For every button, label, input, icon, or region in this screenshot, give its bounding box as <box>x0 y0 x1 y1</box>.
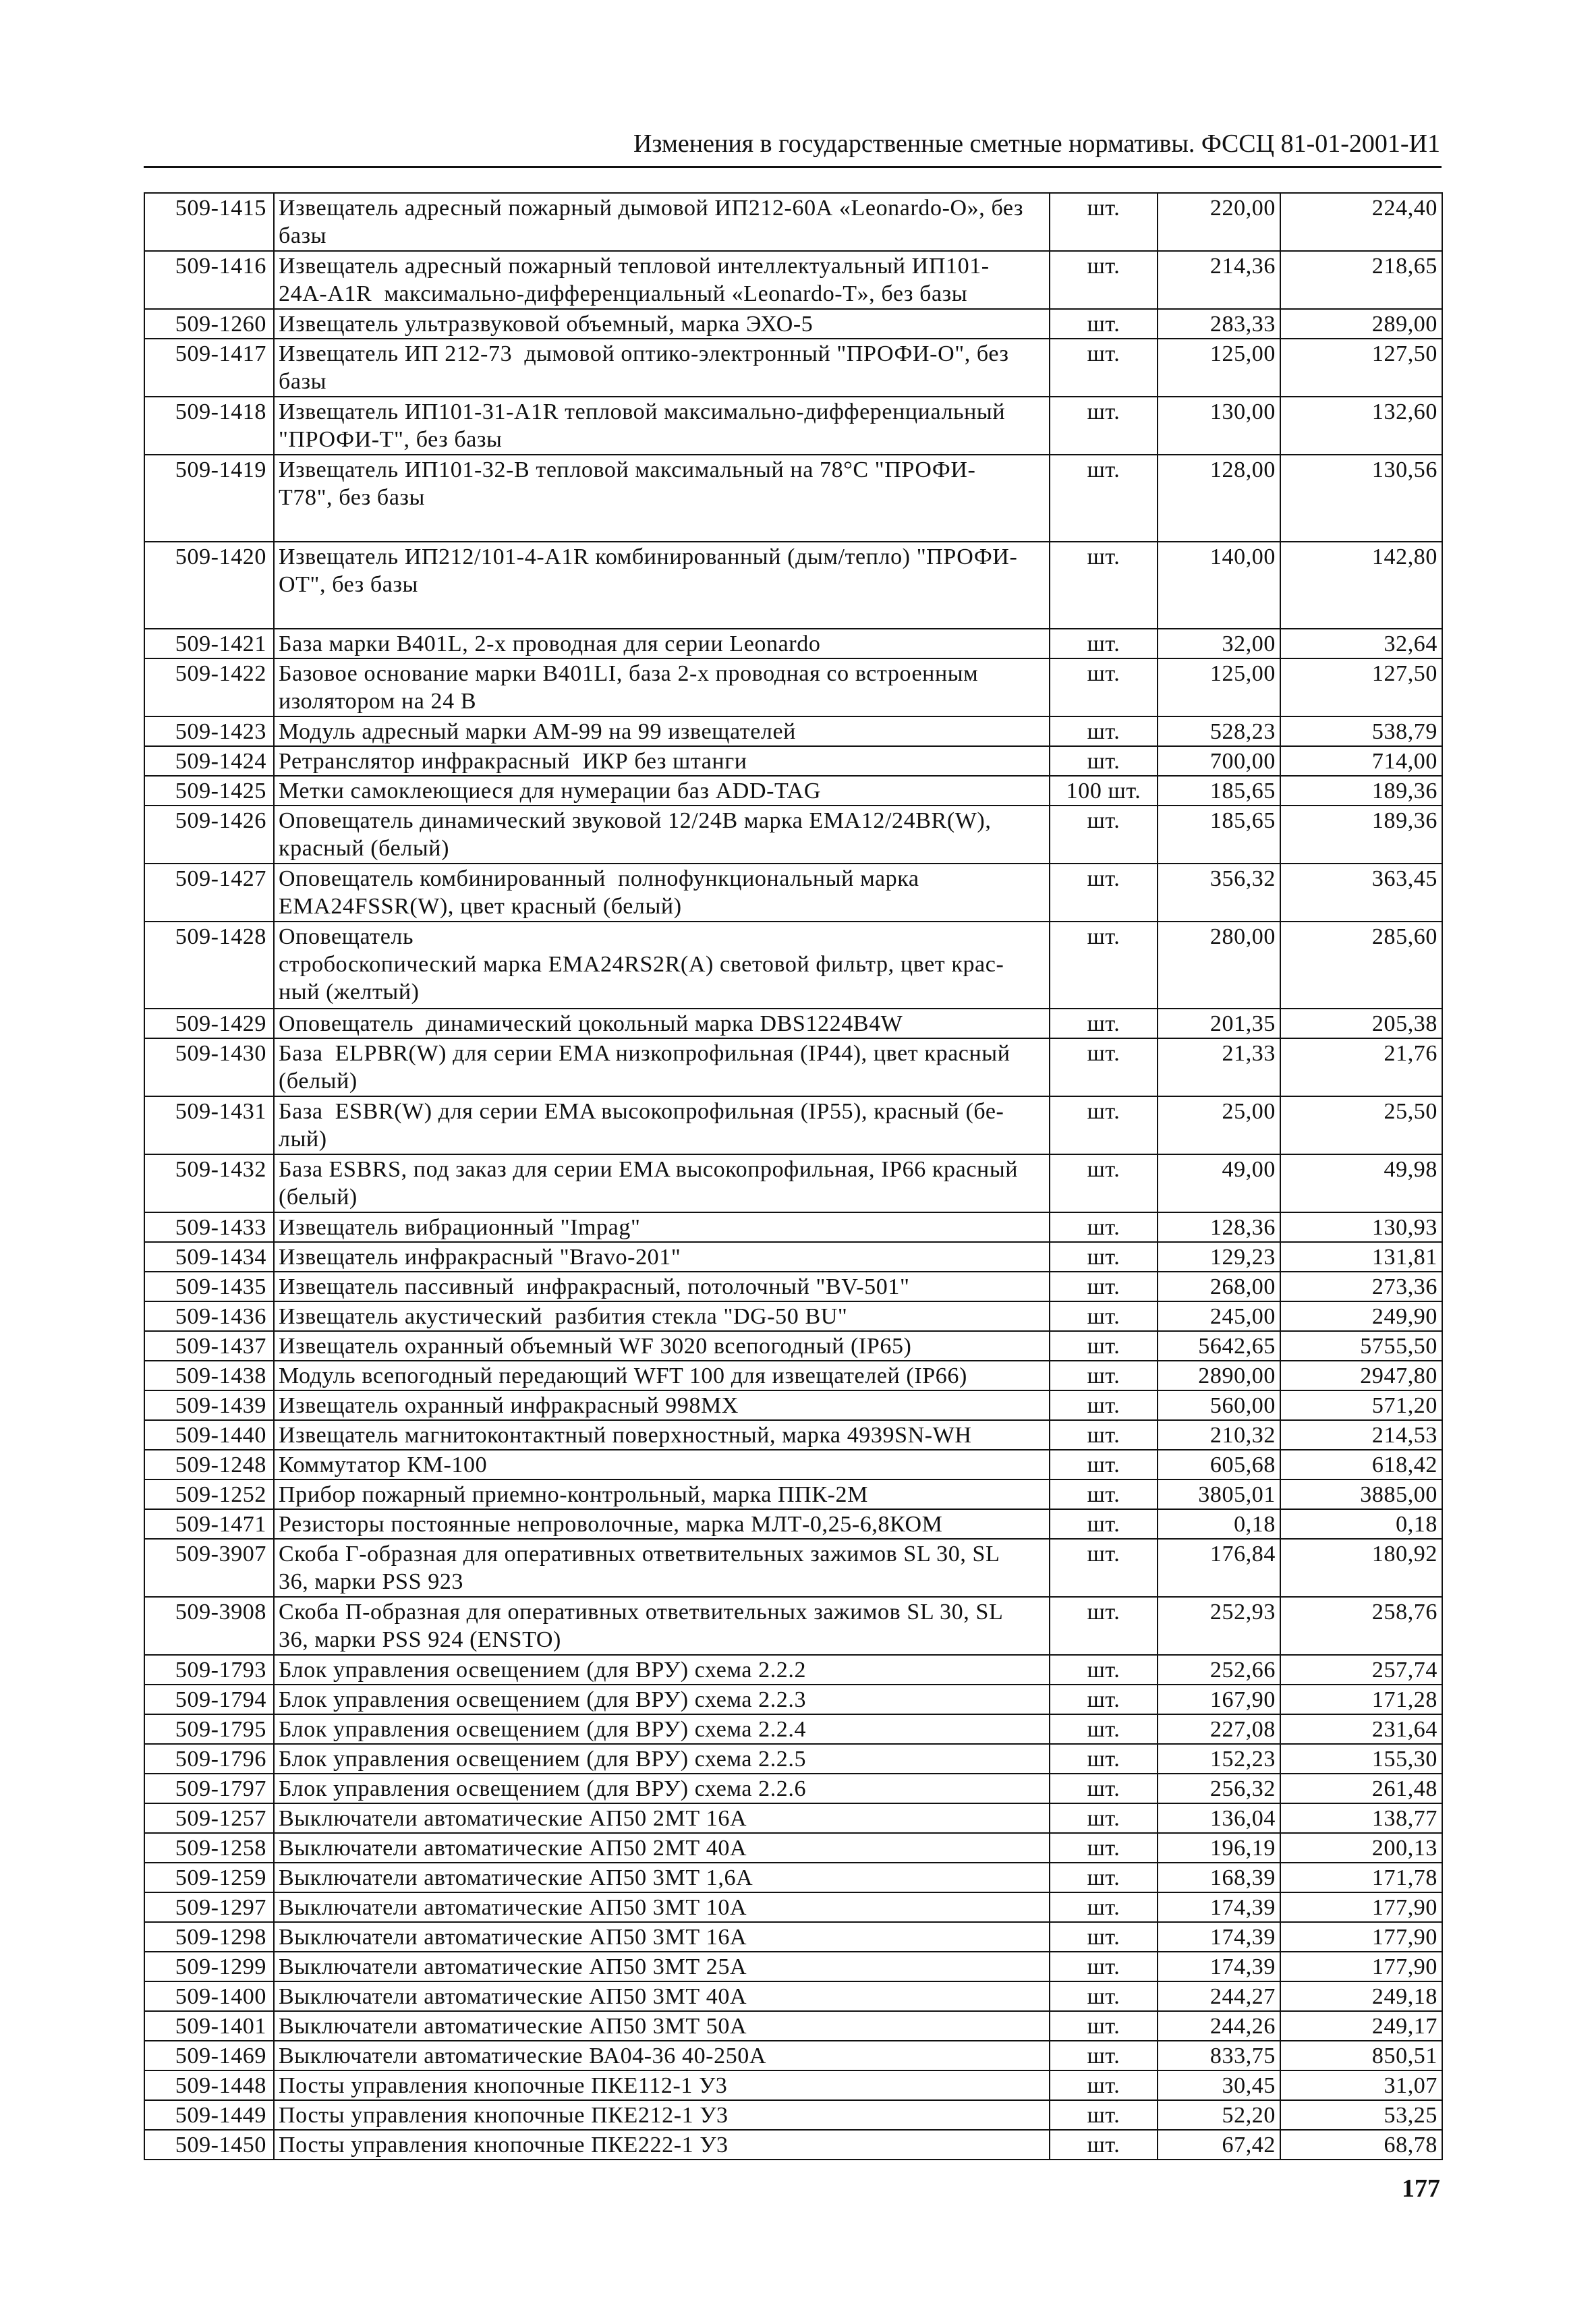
item-price-old: 700,00 <box>1158 746 1280 776</box>
table-row <box>144 251 1442 309</box>
item-unit: шт. <box>1050 716 1158 746</box>
item-price-new: 31,07 <box>1280 2070 1442 2100</box>
table-row <box>144 922 1442 1009</box>
item-unit: шт. <box>1050 1714 1158 1744</box>
item-unit: шт. <box>1050 658 1158 716</box>
item-price-new: 142,80 <box>1280 542 1442 629</box>
item-price-old: 176,84 <box>1158 1539 1280 1597</box>
item-price-old: 52,20 <box>1158 2100 1280 2130</box>
table-row <box>144 864 1442 922</box>
item-name: Ретранслятор инфракрасный ИКР без штанги <box>274 746 1050 776</box>
item-unit: шт. <box>1050 2011 1158 2041</box>
item-code: 509-1795 <box>144 1714 274 1744</box>
item-price-old: 49,00 <box>1158 1154 1280 1212</box>
item-code: 509-1435 <box>144 1272 274 1301</box>
item-price-old: 32,00 <box>1158 629 1280 658</box>
item-unit: шт. <box>1050 1981 1158 2011</box>
item-unit: шт. <box>1050 1479 1158 1509</box>
item-code: 509-1259 <box>144 1863 274 1892</box>
table-row <box>144 1655 1442 1685</box>
item-unit: 100 шт. <box>1050 776 1158 806</box>
item-name: Извещатель адресный пожарный дымовой ИП212-60А «Leonardo-O», без базы <box>274 193 1050 251</box>
item-unit: шт. <box>1050 2041 1158 2070</box>
table-row <box>144 1009 1442 1038</box>
item-price-old: 244,27 <box>1158 1981 1280 2011</box>
item-code: 509-1793 <box>144 1655 274 1685</box>
item-unit: шт. <box>1050 1892 1158 1922</box>
item-price-old: 256,32 <box>1158 1774 1280 1803</box>
table-row <box>144 1038 1442 1096</box>
item-unit: шт. <box>1050 309 1158 339</box>
item-unit: шт. <box>1050 1450 1158 1479</box>
item-price-old: 67,42 <box>1158 2130 1280 2160</box>
item-name: Выключатели автоматические АП50 3МТ 40А <box>274 1981 1050 2011</box>
item-code: 509-1796 <box>144 1744 274 1774</box>
item-price-new: 189,36 <box>1280 806 1442 864</box>
table-row <box>144 2100 1442 2130</box>
item-price-new: 5755,50 <box>1280 1331 1442 1361</box>
table-row <box>144 1390 1442 1420</box>
item-price-old: 0,18 <box>1158 1509 1280 1539</box>
item-code: 509-1423 <box>144 716 274 746</box>
table-row <box>144 1744 1442 1774</box>
table-row <box>144 309 1442 339</box>
price-table <box>144 192 1443 2160</box>
table-row <box>144 746 1442 776</box>
item-price-new: 205,38 <box>1280 1009 1442 1038</box>
item-name: Модуль всепогодный передающий WFT 100 для извещателей (IP66) <box>274 1361 1050 1390</box>
item-price-new: 285,60 <box>1280 922 1442 1009</box>
table-row <box>144 193 1442 251</box>
table-row <box>144 1420 1442 1450</box>
item-name: База ESBR(W) для серии EMA высокопрофильная (IP55), красный (бе- лый) <box>274 1096 1050 1154</box>
item-code: 509-1436 <box>144 1301 274 1331</box>
item-code: 509-1428 <box>144 922 274 1009</box>
item-code: 509-1421 <box>144 629 274 658</box>
item-code: 509-1422 <box>144 658 274 716</box>
item-name: Посты управления кнопочные ПКЕ212-1 У3 <box>274 2100 1050 2130</box>
item-price-old: 30,45 <box>1158 2070 1280 2100</box>
item-code: 509-3908 <box>144 1597 274 1655</box>
item-price-old: 174,39 <box>1158 1922 1280 1952</box>
item-unit: шт. <box>1050 806 1158 864</box>
item-price-new: 68,78 <box>1280 2130 1442 2160</box>
item-price-new: 273,36 <box>1280 1272 1442 1301</box>
table-row <box>144 1833 1442 1863</box>
item-name: Выключатели автоматические АП50 2МТ 40А <box>274 1833 1050 1863</box>
item-price-new: 714,00 <box>1280 746 1442 776</box>
item-unit: шт. <box>1050 629 1158 658</box>
item-name: Блок управления освещением (для ВРУ) схема 2.2.4 <box>274 1714 1050 1744</box>
item-unit: шт. <box>1050 1154 1158 1212</box>
item-name: Посты управления кнопочные ПКЕ222-1 У3 <box>274 2130 1050 2160</box>
item-price-new: 2947,80 <box>1280 1361 1442 1390</box>
item-unit: шт. <box>1050 1390 1158 1420</box>
item-price-new: 155,30 <box>1280 1744 1442 1774</box>
item-code: 509-1417 <box>144 339 274 397</box>
item-unit: шт. <box>1050 1361 1158 1390</box>
item-code: 509-1427 <box>144 864 274 922</box>
item-name: Скоба П-образная для оперативных ответвительных зажимов SL 30, SL 36, марки PSS 924 (ENSTO) <box>274 1597 1050 1655</box>
table-row <box>144 658 1442 716</box>
item-unit: шт. <box>1050 1774 1158 1803</box>
item-price-new: 214,53 <box>1280 1420 1442 1450</box>
item-price-old: 245,00 <box>1158 1301 1280 1331</box>
item-name: Извещатель ИП 212-73 дымовой оптико-электронный "ПРОФИ-О", без базы <box>274 339 1050 397</box>
item-name: База марки В401L, 2-х проводная для серии Leonardo <box>274 629 1050 658</box>
item-price-new: 218,65 <box>1280 251 1442 309</box>
table-row <box>144 1774 1442 1803</box>
table-row <box>144 1331 1442 1361</box>
item-code: 509-1797 <box>144 1774 274 1803</box>
table-row <box>144 397 1442 455</box>
item-price-new: 25,50 <box>1280 1096 1442 1154</box>
item-unit: шт. <box>1050 251 1158 309</box>
item-name: Выключатели автоматические ВА04-36 40-250А <box>274 2041 1050 2070</box>
item-price-new: 138,77 <box>1280 1803 1442 1833</box>
price-table-body <box>144 193 1442 2160</box>
item-price-old: 3805,01 <box>1158 1479 1280 1509</box>
item-code: 509-1439 <box>144 1390 274 1420</box>
item-code: 509-1430 <box>144 1038 274 1096</box>
item-name: Выключатели автоматические АП50 3МТ 16А <box>274 1922 1050 1952</box>
item-price-old: 210,32 <box>1158 1420 1280 1450</box>
item-code: 509-1448 <box>144 2070 274 2100</box>
item-unit: шт. <box>1050 542 1158 629</box>
table-row <box>144 1952 1442 1981</box>
item-unit: шт. <box>1050 2130 1158 2160</box>
table-row <box>144 1154 1442 1212</box>
item-code: 509-1248 <box>144 1450 274 1479</box>
item-unit: шт. <box>1050 1420 1158 1450</box>
item-price-new: 171,28 <box>1280 1685 1442 1714</box>
item-price-old: 214,36 <box>1158 251 1280 309</box>
item-unit: шт. <box>1050 1952 1158 1981</box>
item-unit: шт. <box>1050 1803 1158 1833</box>
item-price-old: 185,65 <box>1158 806 1280 864</box>
item-price-new: 257,74 <box>1280 1655 1442 1685</box>
table-row <box>144 716 1442 746</box>
item-name: Извещатель адресный пожарный тепловой интеллектуальный ИП101- 24А-А1R максимально-дифференциальный «Leonardo-T», без базы <box>274 251 1050 309</box>
item-price-new: 171,78 <box>1280 1863 1442 1892</box>
item-price-old: 201,35 <box>1158 1009 1280 1038</box>
item-price-old: 140,00 <box>1158 542 1280 629</box>
table-row <box>144 806 1442 864</box>
item-price-new: 571,20 <box>1280 1390 1442 1420</box>
item-name: Извещатель ИП101-31-А1R тепловой максимально-дифференциальный "ПРОФИ-Т", без базы <box>274 397 1050 455</box>
item-price-new: 249,90 <box>1280 1301 1442 1331</box>
item-price-new: 850,51 <box>1280 2041 1442 2070</box>
table-row <box>144 1509 1442 1539</box>
item-code: 509-1471 <box>144 1509 274 1539</box>
item-name: Блок управления освещением (для ВРУ) схема 2.2.5 <box>274 1744 1050 1774</box>
item-unit: шт. <box>1050 1272 1158 1301</box>
item-price-new: 131,81 <box>1280 1242 1442 1272</box>
item-unit: шт. <box>1050 339 1158 397</box>
item-price-old: 167,90 <box>1158 1685 1280 1714</box>
item-name: Выключатели автоматические АП50 3МТ 10А <box>274 1892 1050 1922</box>
table-row <box>144 339 1442 397</box>
item-unit: шт. <box>1050 1655 1158 1685</box>
item-unit: шт. <box>1050 1922 1158 1952</box>
item-code: 509-1400 <box>144 1981 274 2011</box>
item-name: Базовое основание марки В401LI, база 2-х проводная со встроенным изолятором на 24 В <box>274 658 1050 716</box>
item-price-old: 560,00 <box>1158 1390 1280 1420</box>
item-name: Извещатель ИП212/101-4-А1R комбинированный (дым/тепло) "ПРОФИ- ОТ", без базы <box>274 542 1050 629</box>
item-price-old: 185,65 <box>1158 776 1280 806</box>
item-unit: шт. <box>1050 1009 1158 1038</box>
item-unit: шт. <box>1050 864 1158 922</box>
item-price-new: 177,90 <box>1280 1922 1442 1952</box>
item-price-old: 136,04 <box>1158 1803 1280 1833</box>
item-unit: шт. <box>1050 2070 1158 2100</box>
item-code: 509-1299 <box>144 1952 274 1981</box>
item-name: Оповещатель комбинированный полнофункциональный марка EMA24FSSR(W), цвет красный (белый) <box>274 864 1050 922</box>
table-row <box>144 2041 1442 2070</box>
item-name: Метки самоклеющиеся для нумерации баз ADD-TAG <box>274 776 1050 806</box>
item-name: Оповещатель динамический цокольный марка DBS1224B4W <box>274 1009 1050 1038</box>
table-row <box>144 1272 1442 1301</box>
item-name: Блок управления освещением (для ВРУ) схема 2.2.2 <box>274 1655 1050 1685</box>
item-name: Извещатель вибрационный "Impag" <box>274 1212 1050 1242</box>
item-code: 509-1420 <box>144 542 274 629</box>
item-unit: шт. <box>1050 1242 1158 1272</box>
item-price-new: 249,17 <box>1280 2011 1442 2041</box>
item-price-new: 21,76 <box>1280 1038 1442 1096</box>
item-price-new: 231,64 <box>1280 1714 1442 1744</box>
item-price-new: 177,90 <box>1280 1952 1442 1981</box>
item-price-old: 268,00 <box>1158 1272 1280 1301</box>
item-price-old: 227,08 <box>1158 1714 1280 1744</box>
item-name: Выключатели автоматические АП50 3МТ 50А <box>274 2011 1050 2041</box>
item-code: 509-1794 <box>144 1685 274 1714</box>
page-number: 177 <box>1402 2174 1440 2203</box>
item-unit: шт. <box>1050 922 1158 1009</box>
item-code: 509-1401 <box>144 2011 274 2041</box>
item-price-old: 21,33 <box>1158 1038 1280 1096</box>
item-unit: шт. <box>1050 1539 1158 1597</box>
item-price-new: 127,50 <box>1280 339 1442 397</box>
item-code: 509-1419 <box>144 455 274 542</box>
item-code: 509-1438 <box>144 1361 274 1390</box>
item-code: 509-1260 <box>144 309 274 339</box>
item-price-old: 833,75 <box>1158 2041 1280 2070</box>
item-unit: шт. <box>1050 1212 1158 1242</box>
item-name: Выключатели автоматические АП50 3МТ 1,6А <box>274 1863 1050 1892</box>
item-code: 509-1418 <box>144 397 274 455</box>
item-name: Оповещатель стробоскопический марка EMA24RS2R(A) световой фильтр, цвет крас- ный (желтый) <box>274 922 1050 1009</box>
item-name: Оповещатель динамический звуковой 12/24В марка EMA12/24BR(W), красный (белый) <box>274 806 1050 864</box>
item-price-old: 280,00 <box>1158 922 1280 1009</box>
item-price-old: 152,23 <box>1158 1744 1280 1774</box>
item-price-old: 25,00 <box>1158 1096 1280 1154</box>
table-row <box>144 1212 1442 1242</box>
table-row <box>144 1803 1442 1833</box>
item-unit: шт. <box>1050 1685 1158 1714</box>
item-code: 509-1416 <box>144 251 274 309</box>
item-code: 509-1429 <box>144 1009 274 1038</box>
item-name: Извещатель акустический разбития стекла "DG-50 BU" <box>274 1301 1050 1331</box>
item-code: 509-1297 <box>144 1892 274 1922</box>
item-code: 509-1426 <box>144 806 274 864</box>
item-name: Скоба Г-образная для оперативных ответвительных зажимов SL 30, SL 36, марки PSS 923 <box>274 1539 1050 1597</box>
item-name: Блок управления освещением (для ВРУ) схема 2.2.6 <box>274 1774 1050 1803</box>
table-row <box>144 1714 1442 1744</box>
item-code: 509-1298 <box>144 1922 274 1952</box>
item-price-new: 180,92 <box>1280 1539 1442 1597</box>
item-name: Резисторы постоянные непроволочные, марка МЛТ-0,25-6,8КОМ <box>274 1509 1050 1539</box>
item-name: Извещатель охранный инфракрасный 998MX <box>274 1390 1050 1420</box>
item-price-old: 5642,65 <box>1158 1331 1280 1361</box>
item-price-old: 356,32 <box>1158 864 1280 922</box>
item-code: 509-1425 <box>144 776 274 806</box>
item-price-new: 132,60 <box>1280 397 1442 455</box>
table-row <box>144 629 1442 658</box>
item-price-old: 244,26 <box>1158 2011 1280 2041</box>
item-price-old: 129,23 <box>1158 1242 1280 1272</box>
item-code: 509-1252 <box>144 1479 274 1509</box>
item-name: Прибор пожарный приемно-контрольный, марка ППК-2М <box>274 1479 1050 1509</box>
item-price-new: 249,18 <box>1280 1981 1442 2011</box>
table-row <box>144 1361 1442 1390</box>
table-row <box>144 1597 1442 1655</box>
item-price-new: 3885,00 <box>1280 1479 1442 1509</box>
table-row <box>144 2130 1442 2160</box>
item-code: 509-1450 <box>144 2130 274 2160</box>
item-name: Извещатель ультразвуковой объемный, марка ЭХО-5 <box>274 309 1050 339</box>
item-price-old: 174,39 <box>1158 1892 1280 1922</box>
item-price-new: 224,40 <box>1280 193 1442 251</box>
table-row <box>144 455 1442 542</box>
item-price-new: 261,48 <box>1280 1774 1442 1803</box>
table-row <box>144 2011 1442 2041</box>
item-code: 509-1433 <box>144 1212 274 1242</box>
item-price-new: 127,50 <box>1280 658 1442 716</box>
item-code: 509-1437 <box>144 1331 274 1361</box>
item-name: Извещатель пассивный инфракрасный, потолочный "BV-501" <box>274 1272 1050 1301</box>
item-unit: шт. <box>1050 1833 1158 1863</box>
item-unit: шт. <box>1050 1301 1158 1331</box>
item-unit: шт. <box>1050 746 1158 776</box>
item-unit: шт. <box>1050 397 1158 455</box>
item-unit: шт. <box>1050 455 1158 542</box>
item-unit: шт. <box>1050 1863 1158 1892</box>
item-name: Блок управления освещением (для ВРУ) схема 2.2.3 <box>274 1685 1050 1714</box>
item-code: 509-1432 <box>144 1154 274 1212</box>
item-unit: шт. <box>1050 1096 1158 1154</box>
table-row <box>144 1301 1442 1331</box>
item-name: Выключатели автоматические АП50 3МТ 25А <box>274 1952 1050 1981</box>
item-code: 509-1257 <box>144 1803 274 1833</box>
item-code: 509-1469 <box>144 2041 274 2070</box>
item-name: База ELPBR(W) для серии EMA низкопрофильная (IP44), цвет красный (белый) <box>274 1038 1050 1096</box>
item-price-old: 528,23 <box>1158 716 1280 746</box>
item-price-old: 130,00 <box>1158 397 1280 455</box>
item-code: 509-1431 <box>144 1096 274 1154</box>
item-price-new: 258,76 <box>1280 1597 1442 1655</box>
table-row <box>144 2070 1442 2100</box>
item-price-old: 196,19 <box>1158 1833 1280 1863</box>
item-price-old: 2890,00 <box>1158 1361 1280 1390</box>
item-code: 509-3907 <box>144 1539 274 1597</box>
item-price-old: 125,00 <box>1158 339 1280 397</box>
item-price-new: 200,13 <box>1280 1833 1442 1863</box>
item-price-old: 125,00 <box>1158 658 1280 716</box>
item-price-new: 49,98 <box>1280 1154 1442 1212</box>
table-row <box>144 1863 1442 1892</box>
item-price-old: 252,66 <box>1158 1655 1280 1685</box>
item-price-new: 289,00 <box>1280 309 1442 339</box>
item-price-old: 128,00 <box>1158 455 1280 542</box>
item-name: Извещатель инфракрасный "Bravo-201" <box>274 1242 1050 1272</box>
item-price-new: 189,36 <box>1280 776 1442 806</box>
table-row <box>144 1242 1442 1272</box>
table-row <box>144 1539 1442 1597</box>
table-row <box>144 1922 1442 1952</box>
item-name: Извещатель охранный объемный WF 3020 всепогодный (IP65) <box>274 1331 1050 1361</box>
item-price-old: 174,39 <box>1158 1952 1280 1981</box>
item-name: Посты управления кнопочные ПКЕ112-1 У3 <box>274 2070 1050 2100</box>
item-unit: шт. <box>1050 193 1158 251</box>
item-name: Извещатель магнитоконтактный поверхностный, марка 4939SN-WH <box>274 1420 1050 1450</box>
item-code: 509-1434 <box>144 1242 274 1272</box>
item-unit: шт. <box>1050 1509 1158 1539</box>
item-code: 509-1415 <box>144 193 274 251</box>
item-price-new: 363,45 <box>1280 864 1442 922</box>
table-row <box>144 542 1442 629</box>
item-price-new: 130,93 <box>1280 1212 1442 1242</box>
item-unit: шт. <box>1050 1038 1158 1096</box>
table-row <box>144 1981 1442 2011</box>
item-price-new: 538,79 <box>1280 716 1442 746</box>
item-price-old: 168,39 <box>1158 1863 1280 1892</box>
item-price-new: 618,42 <box>1280 1450 1442 1479</box>
item-name: Выключатели автоматические АП50 2МТ 16А <box>274 1803 1050 1833</box>
item-price-new: 177,90 <box>1280 1892 1442 1922</box>
table-row <box>144 1685 1442 1714</box>
item-code: 509-1449 <box>144 2100 274 2130</box>
item-price-old: 220,00 <box>1158 193 1280 251</box>
item-price-new: 53,25 <box>1280 2100 1442 2130</box>
table-row <box>144 1892 1442 1922</box>
item-unit: шт. <box>1050 1744 1158 1774</box>
item-code: 509-1440 <box>144 1420 274 1450</box>
item-code: 509-1424 <box>144 746 274 776</box>
item-price-new: 0,18 <box>1280 1509 1442 1539</box>
table-row <box>144 1450 1442 1479</box>
table-row <box>144 776 1442 806</box>
item-code: 509-1258 <box>144 1833 274 1863</box>
table-row <box>144 1096 1442 1154</box>
item-unit: шт. <box>1050 2100 1158 2130</box>
item-name: Извещатель ИП101-32-В тепловой максимальный на 78°С "ПРОФИ- Т78", без базы <box>274 455 1050 542</box>
running-header: Изменения в государственные сметные нормативы. ФССЦ 81-01-2001-И1 <box>633 130 1440 158</box>
item-name: Коммутатор КМ-100 <box>274 1450 1050 1479</box>
item-price-old: 128,36 <box>1158 1212 1280 1242</box>
item-unit: шт. <box>1050 1331 1158 1361</box>
item-unit: шт. <box>1050 1597 1158 1655</box>
item-price-old: 605,68 <box>1158 1450 1280 1479</box>
item-price-new: 130,56 <box>1280 455 1442 542</box>
item-price-old: 283,33 <box>1158 309 1280 339</box>
item-price-old: 252,93 <box>1158 1597 1280 1655</box>
item-name: База ESBRS, под заказ для серии EMA высокопрофильная, IP66 красный (белый) <box>274 1154 1050 1212</box>
table-row <box>144 1479 1442 1509</box>
item-price-new: 32,64 <box>1280 629 1442 658</box>
header-rule <box>144 166 1442 168</box>
item-name: Модуль адресный марки АМ-99 на 99 извещателей <box>274 716 1050 746</box>
